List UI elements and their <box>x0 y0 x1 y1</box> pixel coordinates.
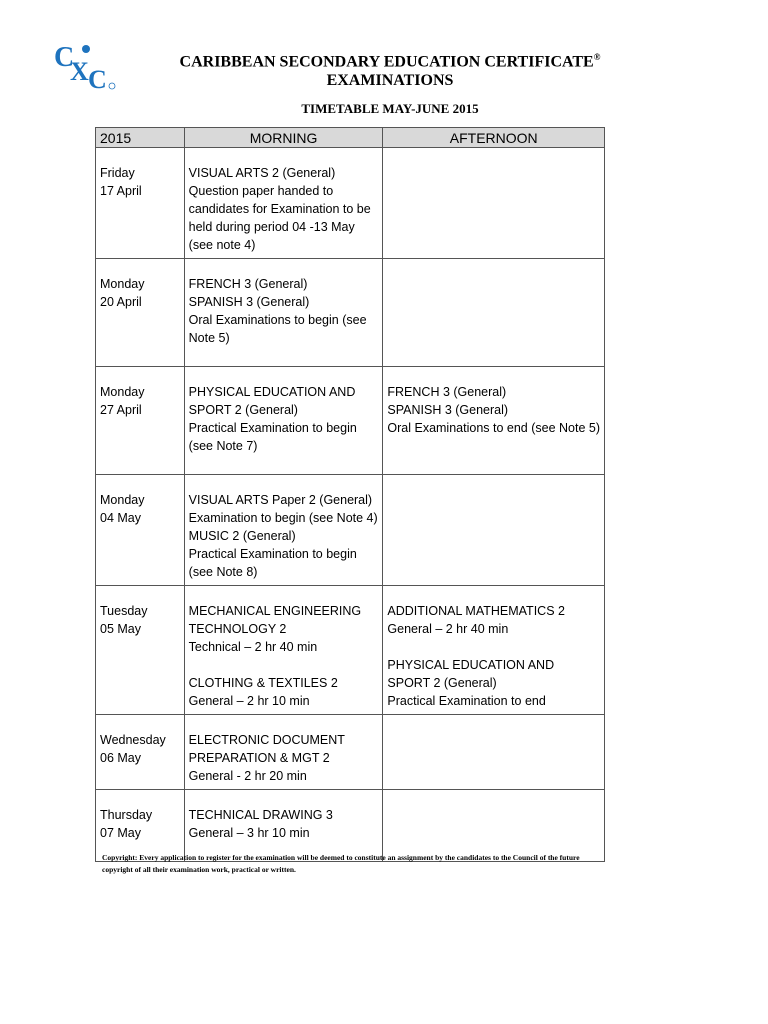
afternoon-cell <box>383 586 605 715</box>
afternoon-cell <box>383 259 605 367</box>
morning-cell <box>184 715 383 790</box>
column-header-morning: MORNING <box>184 128 383 148</box>
svg-text:C: C <box>88 65 107 90</box>
exam-text: SPORT 2 (General) <box>387 676 497 690</box>
timetable-row <box>96 367 605 475</box>
exam-text: (see Note 7) <box>188 439 258 453</box>
document-title: CARIBBEAN SECONDARY EDUCATION CERTIFICATE® <box>179 52 601 71</box>
exam-text: VISUAL ARTS Paper 2 (General) <box>188 493 373 507</box>
afternoon-cell <box>383 475 605 586</box>
date-cell <box>96 259 185 367</box>
exam-text: General – 3 hr 10 min <box>188 826 310 840</box>
exam-text: PHYSICAL EDUCATION AND <box>188 385 356 399</box>
date-text: 04 May <box>100 511 141 525</box>
date-cell <box>96 148 185 259</box>
timetable-row <box>96 475 605 586</box>
copyright-line: Copyright: Every application to register for the examination will be deemed to constitute an assignment by the candidates to the Council of the future <box>102 853 580 862</box>
exam-text: ADDITIONAL MATHEMATICS 2 <box>387 604 565 618</box>
exam-text: FRENCH 3 (General) <box>387 385 507 399</box>
date-text: 17 April <box>100 184 142 198</box>
exam-text: (see note 4) <box>188 238 256 252</box>
date-text: Thursday <box>100 808 153 822</box>
exam-text: Practical Examination to end <box>387 694 546 708</box>
timetable-subtitle: TIMETABLE MAY-JUNE 2015 <box>301 101 479 116</box>
document-title-line2: EXAMINATIONS <box>326 72 454 89</box>
afternoon-cell <box>383 367 605 475</box>
timetable-row <box>96 715 605 790</box>
date-text: 07 May <box>100 826 141 840</box>
exam-text: FRENCH 3 (General) <box>188 277 308 291</box>
exam-text: Practical Examination to begin <box>188 547 357 561</box>
exam-text: Examination to begin (see Note 4) <box>188 511 378 525</box>
svg-text:C: C <box>54 42 75 73</box>
exam-text: Note 5) <box>188 331 230 345</box>
exam-text: candidates for Examination to be <box>188 202 371 216</box>
column-header-year: 2015 <box>96 128 185 148</box>
exam-text: Oral Examinations to begin (see <box>188 313 367 327</box>
exam-text: Oral Examinations to end (see Note 5) <box>387 421 600 435</box>
exam-text: TECHNICAL DRAWING 3 <box>188 808 333 822</box>
exam-text: SPANISH 3 (General) <box>188 295 310 309</box>
registered-mark: ® <box>593 52 601 62</box>
exam-text: General – 2 hr 40 min <box>387 622 509 636</box>
exam-text: MUSIC 2 (General) <box>188 529 296 543</box>
morning-cell <box>184 367 383 475</box>
exam-text: SPORT 2 (General) <box>188 403 298 417</box>
date-text: 20 April <box>100 295 142 309</box>
afternoon-cell <box>383 790 605 862</box>
exam-text: held during period 04 -13 May <box>188 220 355 234</box>
afternoon-cell <box>383 148 605 259</box>
date-text: Monday <box>100 493 145 507</box>
date-text: 05 May <box>100 622 141 636</box>
exam-text: MECHANICAL ENGINEERING <box>188 604 362 618</box>
morning-cell <box>184 259 383 367</box>
date-cell <box>96 367 185 475</box>
cxc-logo <box>54 40 120 90</box>
date-text: 06 May <box>100 751 141 765</box>
date-text: Monday <box>100 277 145 291</box>
exam-text: VISUAL ARTS 2 (General) <box>188 166 336 180</box>
date-text: Monday <box>100 385 145 399</box>
exam-text: Practical Examination to begin <box>188 421 357 435</box>
timetable <box>95 127 605 862</box>
morning-cell <box>184 790 383 862</box>
timetable-row <box>96 259 605 367</box>
date-text: 27 April <box>100 403 142 417</box>
date-cell <box>96 715 185 790</box>
morning-cell <box>184 475 383 586</box>
exam-text: SPANISH 3 (General) <box>387 403 509 417</box>
morning-cell <box>184 148 383 259</box>
exam-text: General - 2 hr 20 min <box>188 769 307 783</box>
timetable-header-row <box>96 128 605 148</box>
svg-text:X: X <box>70 57 89 86</box>
exam-text: ELECTRONIC DOCUMENT <box>188 733 345 747</box>
date-text: Friday <box>100 166 135 180</box>
date-cell <box>96 475 185 586</box>
date-text: Tuesday <box>100 604 148 618</box>
exam-text: General – 2 hr 10 min <box>188 694 310 708</box>
exam-text: PREPARATION & MGT 2 <box>188 751 330 765</box>
column-header-afternoon: AFTERNOON <box>383 128 605 148</box>
timetable-row <box>96 790 605 862</box>
morning-cell <box>184 586 383 715</box>
timetable-row <box>96 148 605 259</box>
date-cell <box>96 586 185 715</box>
date-cell <box>96 790 185 862</box>
exam-text: Technical – 2 hr 40 min <box>188 640 318 654</box>
exam-text: (see Note 8) <box>188 565 258 579</box>
copyright-line: copyright of all their examination work, practical or written. <box>102 865 296 874</box>
date-text: Wednesday <box>100 733 166 747</box>
timetable-row <box>96 586 605 715</box>
exam-text: CLOTHING & TEXTILES 2 <box>188 676 338 690</box>
exam-text: PHYSICAL EDUCATION AND <box>387 658 555 672</box>
exam-text: TECHNOLOGY 2 <box>188 622 287 636</box>
afternoon-cell <box>383 715 605 790</box>
copyright-notice <box>102 852 702 876</box>
exam-text: Question paper handed to <box>188 184 334 198</box>
